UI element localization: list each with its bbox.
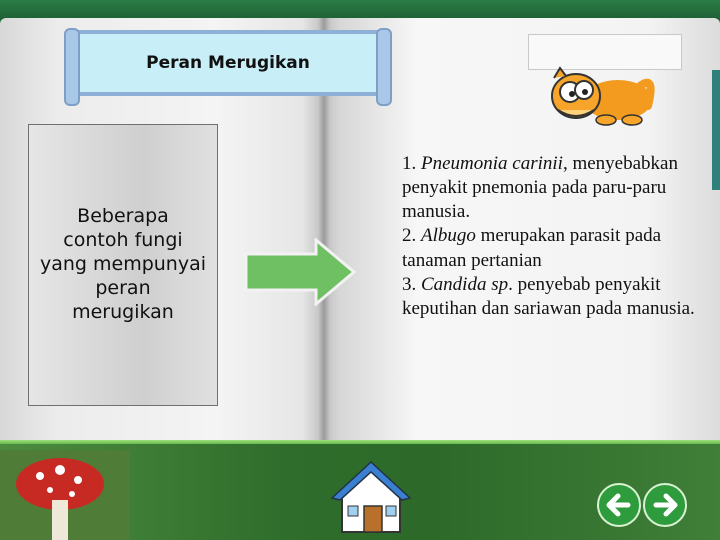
arrow-left-icon[interactable] bbox=[596, 482, 642, 528]
top-bar bbox=[0, 0, 720, 20]
arrow-right-icon[interactable] bbox=[642, 482, 688, 528]
title-word-1: Peran bbox=[146, 53, 203, 73]
list-item: 1. Pneumonia carinii, menyebabkan penyakit pnemonia pada paru-paru manusia. bbox=[402, 153, 678, 223]
garfield-cat-icon bbox=[548, 66, 658, 128]
mushroom-image bbox=[0, 450, 130, 540]
right-arrow-icon bbox=[244, 238, 356, 306]
info-box bbox=[28, 124, 218, 406]
info-text: Beberapa contoh fungi yang mempunyai peran merugikan bbox=[39, 205, 207, 323]
logo-placeholder bbox=[528, 34, 682, 70]
list-item: 3. Candida sp. penyebab penyakit keputihan dan sariawan pada manusia. bbox=[402, 273, 695, 319]
home-icon[interactable] bbox=[330, 456, 412, 538]
page-edge-tab bbox=[712, 70, 720, 190]
page-title bbox=[146, 53, 310, 73]
title-banner bbox=[68, 30, 388, 96]
title-word-2: Merugikan bbox=[208, 53, 310, 73]
description-list bbox=[402, 152, 702, 321]
list-item: 2. Albugo merupakan parasit pada tanaman pertanian bbox=[402, 225, 662, 271]
